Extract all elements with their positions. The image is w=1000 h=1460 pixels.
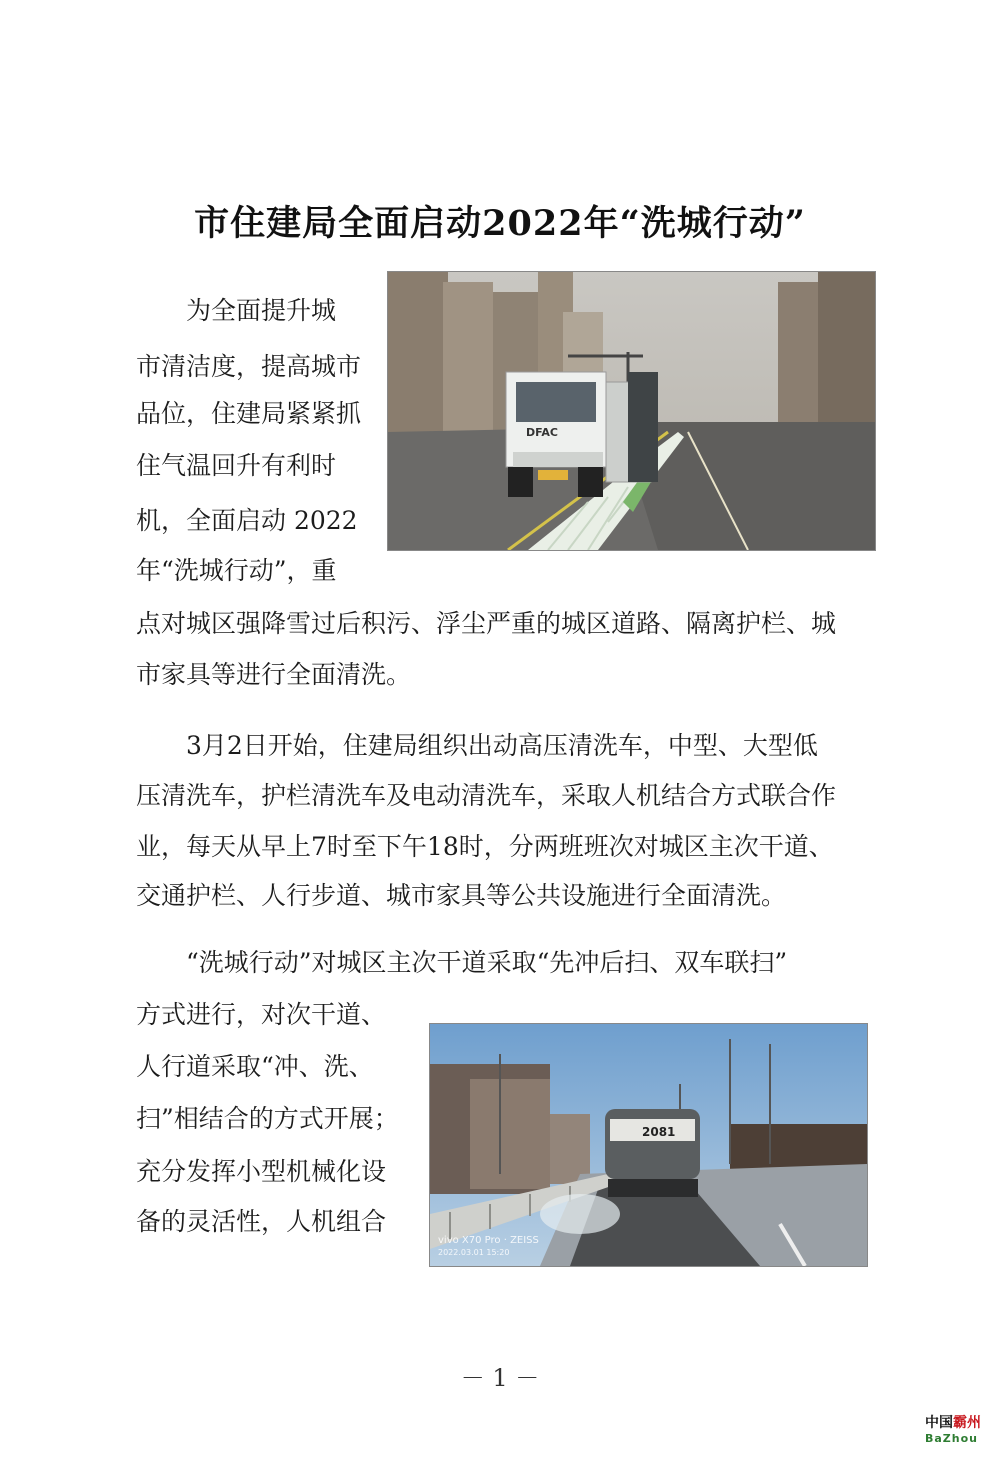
para1-line-2: 市清洁度，提高城市 [136, 352, 362, 381]
para3-line-1: “洗城行动”对城区主次干道采取“先冲后扫、双车联扫” [186, 948, 788, 977]
para2-line-3: 业，每天从早上7时至下午18时，分两班班次对城区主次干道、 [136, 832, 834, 861]
para1-line-4: 住气温回升有利时 [136, 451, 337, 480]
bazhou-logo [925, 1412, 990, 1456]
para3-line-4: 扫”相结合的方式开展； [136, 1104, 399, 1133]
logo-cn-red: 霸州 [953, 1415, 981, 1431]
photo-water-tanker-truck [429, 1023, 868, 1267]
para3-line-3: 人行道采取“冲、洗、 [136, 1052, 374, 1081]
truck-brand-text: DFAC [526, 426, 558, 439]
para2-line-4: 交通护栏、人行步道、城市家具等公共设施进行全面清洗。 [136, 881, 787, 910]
logo-cn-black: 中国 [925, 1415, 953, 1431]
para1-line-1: 为全面提升城 [186, 296, 337, 325]
document-title: 市住建局全面启动2022年“洗城行动” [194, 203, 806, 244]
para1-line-3: 品位，住建局紧紧抓 [136, 399, 362, 428]
para2-line-2: 压清洗车，护栏清洗车及电动清洗车，采取人机结合方式联合作 [136, 781, 837, 810]
para3-line-2: 方式进行，对次干道、 [136, 1000, 387, 1029]
para3-line-5: 充分发挥小型机械化设 [136, 1157, 387, 1186]
para1-line-5: 机，全面启动 2022 [136, 506, 358, 535]
camera-watermark-model: vivo X70 Pro · ZEISS [438, 1235, 539, 1246]
page-number: － 1 － [460, 1364, 540, 1392]
para1-line-7: 点对城区强降雪过后积污、浮尘严重的城区道路、隔离护栏、城 [136, 609, 837, 638]
para1-line-6: 年“洗城行动”，重 [136, 556, 337, 585]
tank-number-text: 2081 [642, 1125, 676, 1139]
para1-line-8: 市家具等进行全面清洗。 [136, 660, 412, 689]
para2-line-1: 3月2日开始，住建局组织出动高压清洗车，中型、大型低 [186, 731, 818, 760]
logo-en: BaZhou [925, 1432, 979, 1445]
photo-guardrail-cleaning-truck [387, 271, 876, 551]
para3-line-6: 备的灵活性，人机组合 [136, 1207, 387, 1236]
camera-watermark-datetime: 2022.03.01 15:20 [438, 1248, 510, 1257]
